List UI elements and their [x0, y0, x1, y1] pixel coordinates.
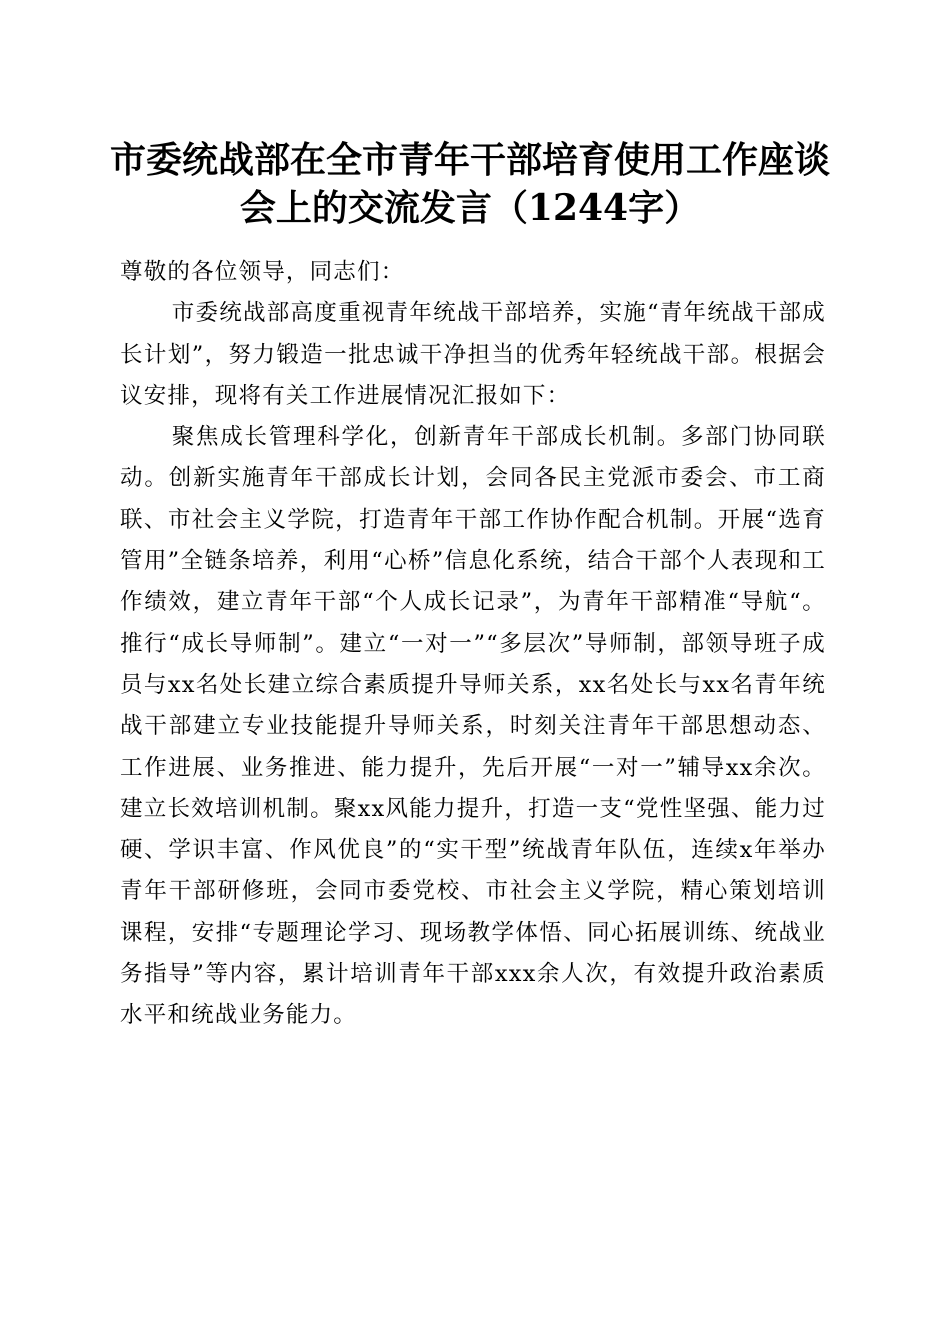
paragraph-intro: 市委统战部高度重视青年统战干部培养，实施“青年统战干部成长计划”，努力锻造一批忠诚干净担当的优秀年轻统战干部。根据会议安排，现将有关工作进展情况汇报如下：	[120, 300, 826, 409]
title-line-2: 会上的交流发言（1244字）	[239, 187, 701, 229]
salutation: 尊敬的各位领导，同志们：	[120, 259, 405, 285]
document-title	[100, 136, 840, 232]
paragraph-growth-mechanism: 聚焦成长管理科学化，创新青年干部成长机制。多部门协同联动。创新实施青年干部成长计划，会同各民主党派市委会、市工商联、市社会主义学院，打造青年干部工作协作配合机制。开展“选育管用”全链条培养，利用“心桥”信息化系统，结合干部个人表现和工作绩效，建立青年干部“个人成长记录”，为青年干部精准“导航“。推行“成长导师制”。建立“一对一”“多层次”导师制，部领导班子成员与xx名处长建立综合素质提升导师关系，xx名处长与xx名青年统战干部建立专业技能提升导师关系，时刻关注青年干部思想动态、工作进展、业务推进、能力提升，先后开展“一对一”辅导xx余次。建立长效培训机制。聚xx风能力提升，打造一支“党性坚强、能力过硬、学识丰富、作风优良”的“实干型”统战青年队伍，连续x年举办青年干部研修班，会同市委党校、市社会主义学院，精心策划培训课程，安排“专题理论学习、现场教学体悟、同心拓展训练、统战业务指导”等内容，累计培训青年干部xxx余人次，有效提升政治素质水平和统战业务能力。	[120, 424, 826, 1029]
title-line-1: 市委统战部在全市青年干部培育使用工作座谈	[109, 139, 830, 181]
document-body	[120, 252, 826, 1037]
